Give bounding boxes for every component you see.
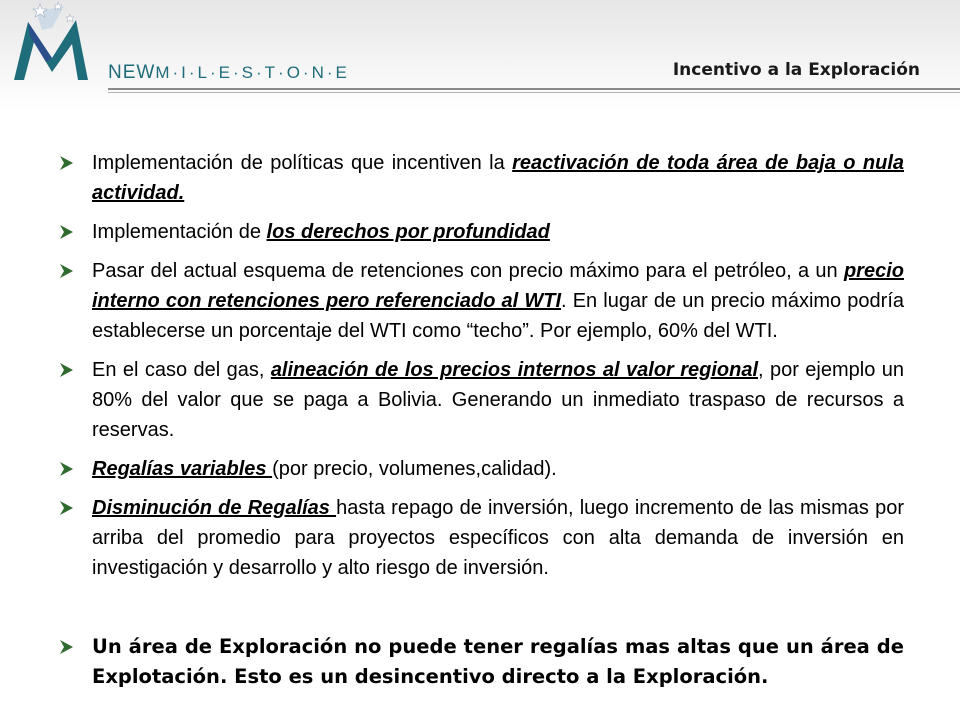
bullet-emphasis: precio interno con retenciones pero referenciado al WTI — [92, 260, 904, 312]
bullet-item — [58, 493, 904, 583]
arrow-bullet-icon — [58, 362, 74, 378]
spacer — [58, 592, 904, 632]
bullet-emphasis: alineación de los precios internos al valor regional — [270, 359, 759, 381]
logo-word-new: NEW — [108, 62, 156, 83]
bullet-list — [58, 148, 904, 701]
arrow-bullet-icon — [58, 461, 74, 477]
newmilestone-logo-icon — [6, 0, 102, 96]
header-divider — [108, 88, 960, 90]
logo-wordmark — [108, 62, 350, 84]
slide-title: Incentivo a la Exploración — [672, 60, 920, 80]
conclusion-text: Un área de Exploración no puede tener regalías mas altas que un área de Explotación. Esto es un desincentivo directo a la Exploración. — [92, 635, 904, 688]
arrow-bullet-icon — [58, 155, 74, 171]
bullet-text: Pasar del actual esquema de retenciones con precio máximo para el petróleo, a un — [92, 260, 844, 282]
arrow-bullet-icon — [58, 500, 74, 516]
bullet-item-conclusion — [58, 632, 904, 692]
bullet-item — [58, 355, 904, 445]
arrow-bullet-icon — [58, 639, 74, 655]
bullet-emphasis: Regalías variables — [92, 458, 273, 480]
bullet-emphasis: reactivación de toda área de baja o nula actividad. — [92, 152, 904, 204]
bullet-text-after: hasta repago de inversión, luego incremento de las mismas por arriba del promedio para proyectos específicos con alta demanda de inversión en investigación y desarrollo y alto riesgo de inversión. — [92, 497, 904, 579]
logo-word-milestone: M·I·L·E·S·T·O·N·E — [155, 63, 350, 82]
bullet-text-after: (por precio, volumenes,calidad). — [272, 458, 557, 480]
bullet-emphasis: Disminución de Regalías — [92, 497, 337, 519]
bullet-text-after: . En lugar de un precio máximo podría establecerse un porcentaje del WTI como “techo”. Por ejemplo, 60% del WTI. — [92, 290, 905, 342]
slide-header — [0, 0, 960, 100]
arrow-bullet-icon — [58, 263, 74, 279]
bullet-text-after: , por ejemplo un 80% del valor que se paga a Bolivia. Generando un inmediato traspaso de recursos a reservas. — [92, 359, 904, 441]
bullet-item — [58, 148, 904, 208]
bullet-emphasis: los derechos por profundidad — [266, 221, 550, 243]
arrow-bullet-icon — [58, 224, 74, 240]
bullet-item — [58, 454, 904, 484]
bullet-text: Implementación de políticas que incentiven la — [92, 152, 513, 174]
bullet-text: En el caso del gas, — [92, 359, 271, 381]
bullet-item — [58, 217, 904, 247]
bullet-text: Implementación de — [92, 221, 267, 243]
bullet-item — [58, 256, 904, 346]
header-divider-thin — [108, 92, 960, 93]
